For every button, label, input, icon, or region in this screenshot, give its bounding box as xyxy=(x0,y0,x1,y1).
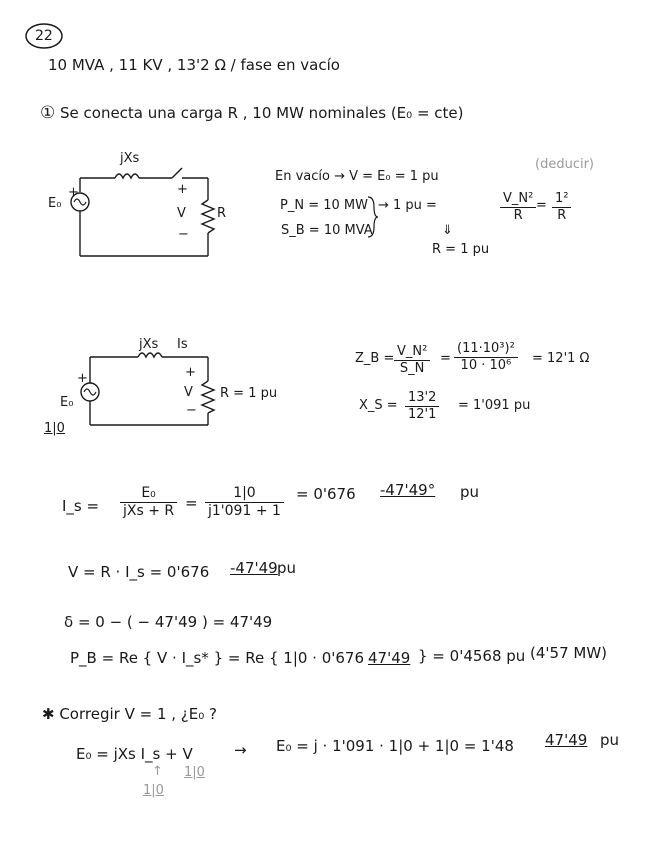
circuit2-plus: + xyxy=(185,365,196,380)
circuit1-resistor-label: R xyxy=(217,206,227,221)
part1-statement: Se conecta una carga R , 10 MW nominales (E₀ = cte) xyxy=(60,104,464,122)
r-result: R = 1 pu xyxy=(432,242,490,257)
circuit2-source-value: 1|0 xyxy=(44,421,65,436)
circuit1-source-plus: + xyxy=(68,185,79,200)
xs-lhs: X_S = xyxy=(359,398,398,413)
problem-number: 22 xyxy=(35,28,53,44)
down-arrow: ⇓ xyxy=(442,223,453,238)
circuit1-source-label: E₀ xyxy=(48,196,62,211)
note-is-value: 1|0 xyxy=(143,783,164,798)
is-angle: -47'49° xyxy=(380,481,436,499)
pn-line: P_N = 10 MW xyxy=(280,198,368,213)
v-angle: -47'49 xyxy=(230,559,278,577)
is-frac2: $\frac{1|0}{j1'091 + 1}$ xyxy=(205,485,284,520)
zb-frac1: $\frac{\text{V\_N²}}{S\_N}$ xyxy=(394,344,430,376)
deducir-note: (deducir) xyxy=(535,157,594,172)
v-unit: pu xyxy=(277,559,297,577)
circuit2-current-label: Is xyxy=(177,337,188,352)
brace xyxy=(366,195,378,240)
circuit2-reactance-label: jXs xyxy=(139,337,159,352)
is-eq: = xyxy=(185,494,198,512)
one-over-r: $\frac{\text{1²}}{R}$ xyxy=(552,191,571,223)
correction-unit: pu xyxy=(600,731,620,749)
zb-frac2: $\frac{\text{(11·10³)²}}{\text{10 · 10⁶}}$ xyxy=(454,341,518,373)
sb-line: S_B = 10 MVA xyxy=(281,223,373,238)
zb-lhs: Z_B = xyxy=(355,351,395,366)
zb-result: = 12'1 Ω xyxy=(532,351,590,366)
notes1-eq: = xyxy=(536,198,547,213)
arrow-result: → 1 pu = xyxy=(378,198,437,213)
xs-result: = 1'091 pu xyxy=(458,398,531,413)
pb-angle: 47'49 xyxy=(368,649,411,667)
circuit2-resistor-label: R = 1 pu xyxy=(220,386,278,401)
circuit1-plus: + xyxy=(177,182,188,197)
correction-title: ✱ Corregir V = 1 , ¿E₀ ? xyxy=(42,705,217,723)
circuit1-minus: − xyxy=(178,227,189,242)
header-statement: 10 MVA , 11 KV , 13'2 Ω / fase en vacío xyxy=(48,56,340,74)
delta-equation: δ = 0 − ( − 47'49 ) = 47'49 xyxy=(64,613,273,631)
circuit2-voltage-label: V xyxy=(184,385,193,400)
v-equation: V = R · I_s = 0'676 xyxy=(68,563,210,581)
circuit1-reactance-label: jXs xyxy=(120,151,140,166)
is-frac1: E₀ jXs + R xyxy=(120,485,177,520)
is-unit: pu xyxy=(460,483,480,501)
correction-eq-left: E₀ = jXs I_s + V xyxy=(76,745,193,763)
circuit2-minus: − xyxy=(186,403,197,418)
pb-result: } = 0'4568 pu xyxy=(418,647,526,665)
pb-equation: P_B = Re { V · I_s* } = Re { 1|0 · 0'676 xyxy=(70,649,365,667)
circuit-1-diagram xyxy=(50,160,240,270)
circuit2-source-plus: + xyxy=(77,371,88,386)
is-lhs: I_s = xyxy=(62,497,100,515)
correction-eq-right: E₀ = j · 1'091 · 1|0 + 1|0 = 1'48 xyxy=(276,737,514,755)
note-up-arrow: ↑ xyxy=(152,764,163,779)
xs-frac: $\frac{13'2}{12'1}$ xyxy=(405,390,439,422)
vn2-over-r: $\frac{\text{V\_N²}}{R}$ xyxy=(500,191,536,223)
correction-arrow: → xyxy=(234,741,247,759)
circuit1-voltage-label: V xyxy=(177,206,186,221)
no-load-line: En vacío → V = E₀ = 1 pu xyxy=(275,169,439,184)
pb-mw: (4'57 MW) xyxy=(530,644,607,662)
correction-angle: 47'49 xyxy=(545,731,588,749)
note-v-value: 1|0 xyxy=(184,765,205,780)
is-result: = 0'676 xyxy=(296,485,356,503)
circuit2-source-label: E₀ xyxy=(60,395,74,410)
part-marker: ① xyxy=(40,103,56,123)
zb-eq: = xyxy=(440,351,451,366)
